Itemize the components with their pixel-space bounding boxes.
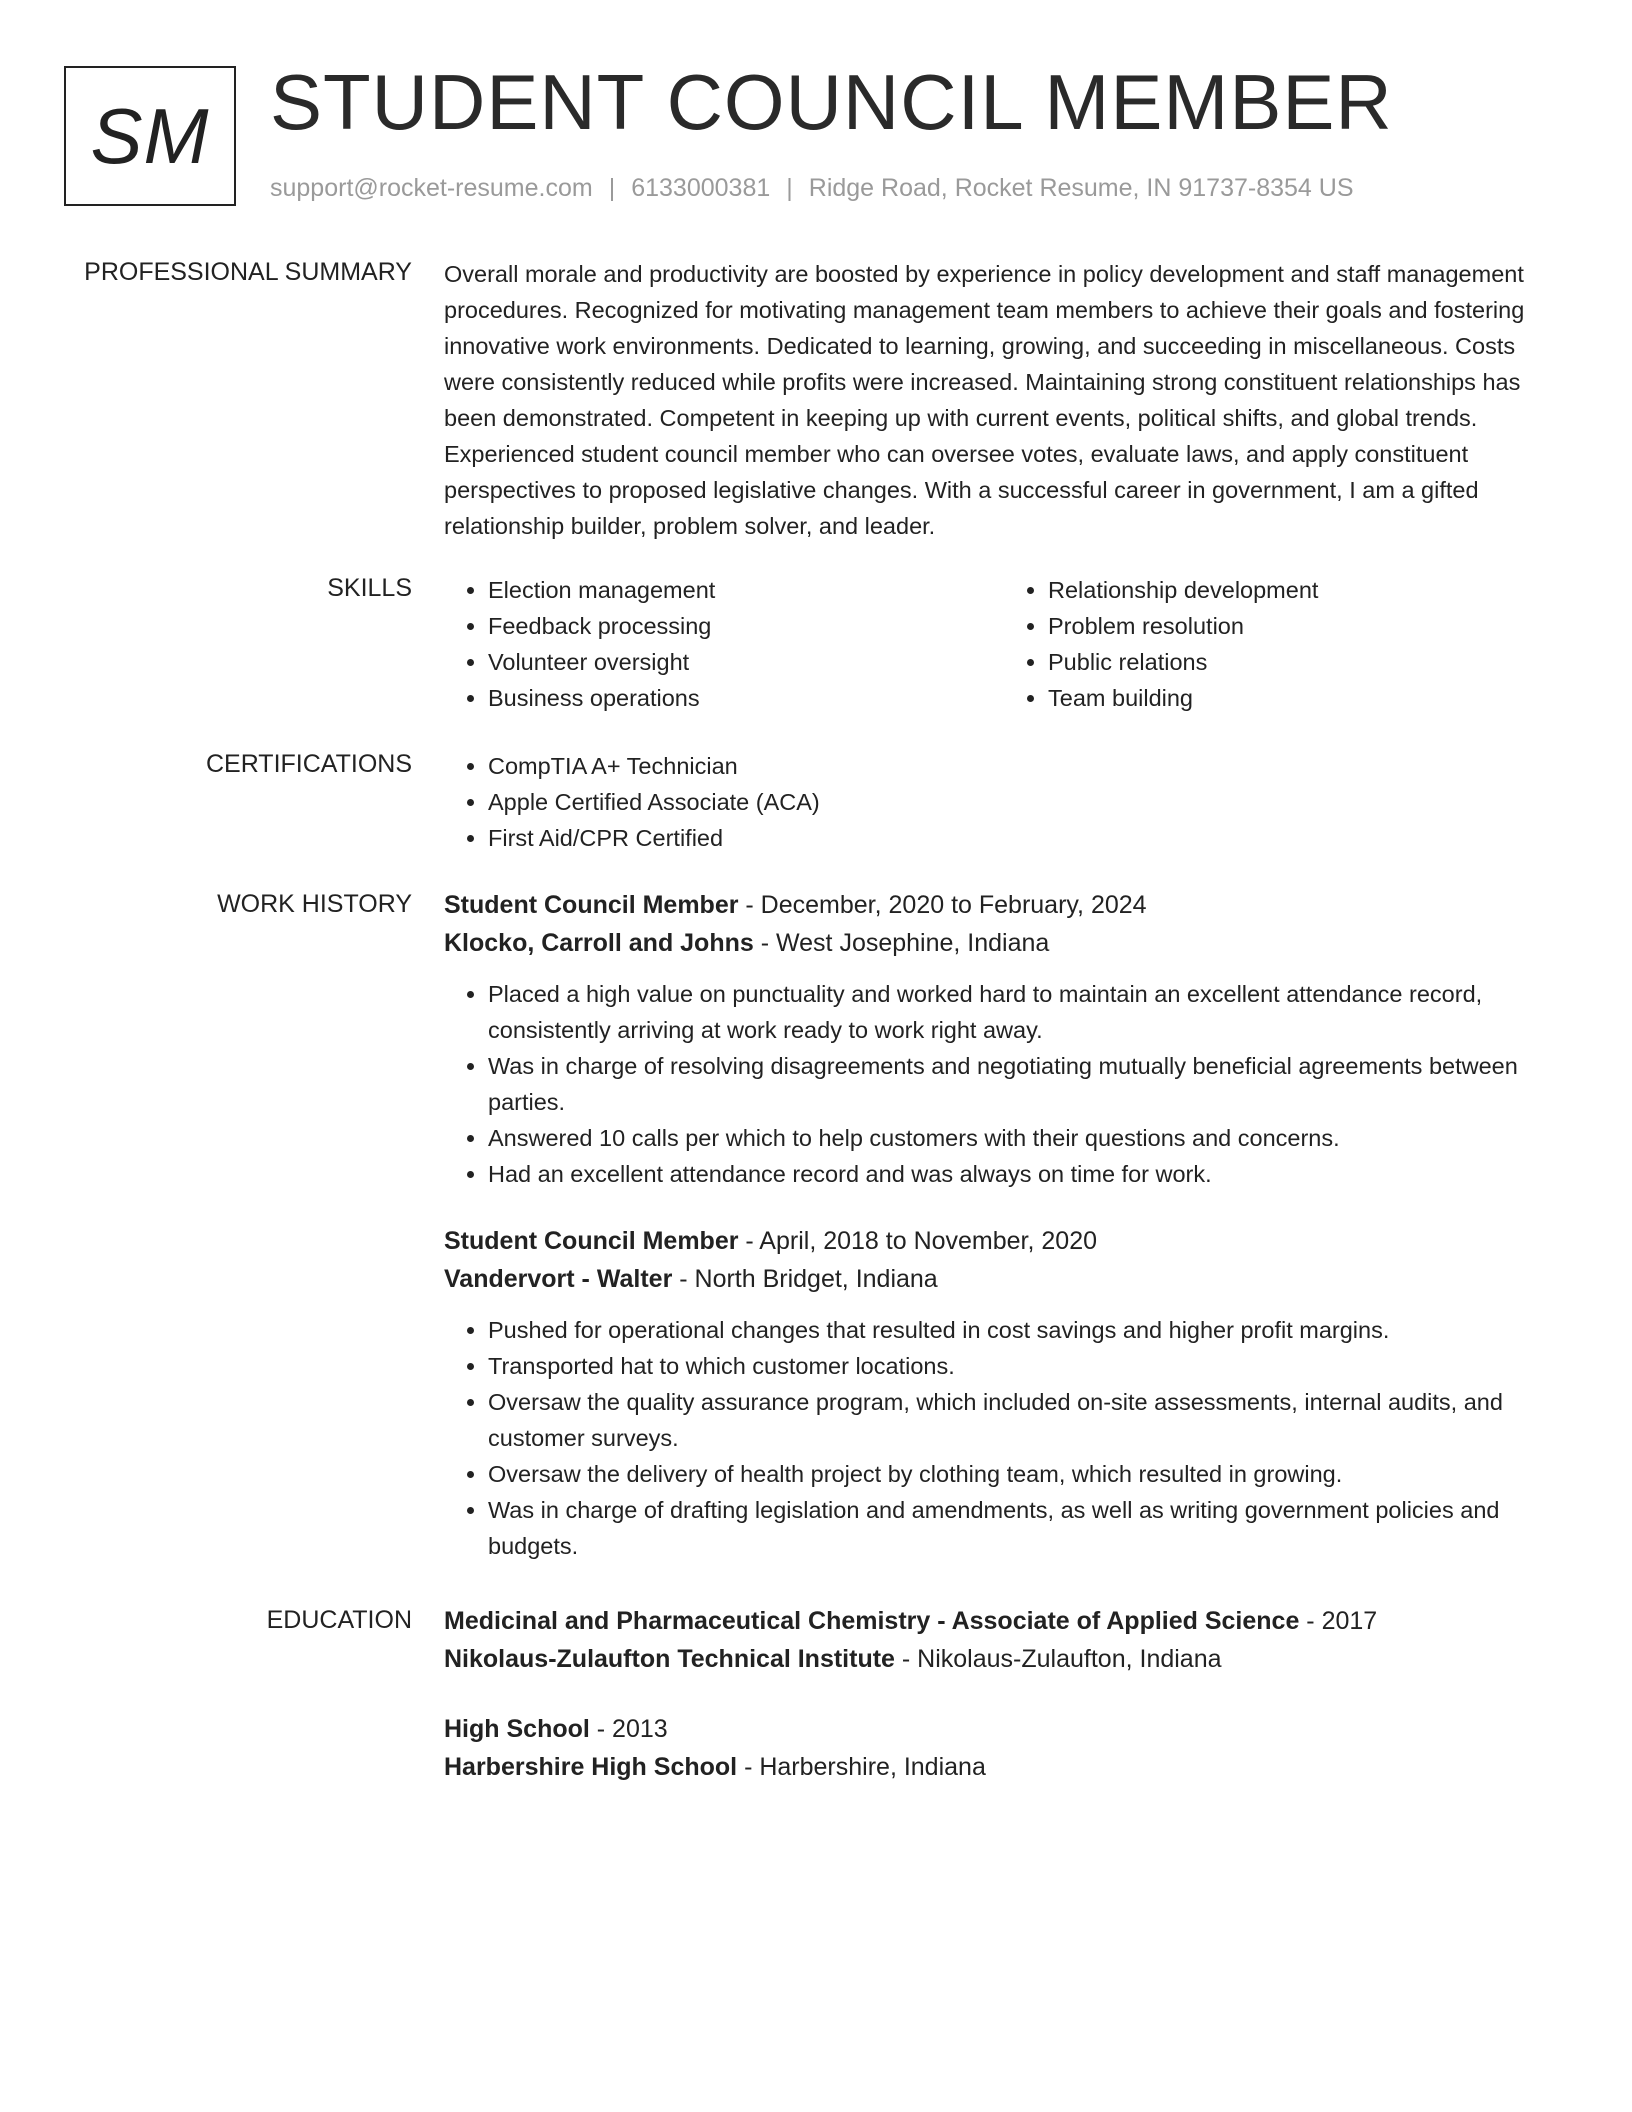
job-company: Klocko, Carroll and Johns	[444, 929, 754, 957]
education-entry	[444, 1602, 1564, 1678]
contact-email: support@rocket-resume.com	[270, 174, 593, 202]
job-bullet: • Transported hat to which customer locations.	[488, 1348, 1564, 1384]
job-bullet: • Was in charge of resolving disagreements and negotiating mutually beneficial agreements between parties.	[488, 1048, 1564, 1120]
education-degree: High School	[444, 1715, 590, 1743]
certifications-list	[444, 748, 1564, 856]
contact-separator: |	[608, 174, 616, 202]
job-title: Student Council Member	[444, 1227, 739, 1255]
skill-item: • Feedback processing	[488, 608, 1004, 644]
contact-address: Ridge Road, Rocket Resume, IN 91737-8354 US	[808, 174, 1354, 202]
job-bullets	[444, 976, 1564, 1192]
job-bullet: • Pushed for operational changes that resulted in cost savings and higher profit margins.	[488, 1312, 1564, 1348]
skill-item: • Business operations	[488, 680, 1004, 716]
job-dates: - April, 2018 to November, 2020	[738, 1227, 1098, 1255]
education-degree: Medicinal and Pharmaceutical Chemistry - Associate of Applied Science	[444, 1607, 1300, 1635]
job-bullet: • Had an excellent attendance record and was always on time for work.	[488, 1156, 1564, 1192]
section-label-skills: SKILLS	[327, 574, 412, 602]
skills-list-right	[1004, 572, 1564, 716]
contact-phone: 6133000381	[631, 174, 771, 202]
education-entry	[444, 1710, 1564, 1786]
initials-monogram: SM	[64, 66, 236, 206]
contact-line	[270, 174, 1354, 203]
job-bullet: • Was in charge of drafting legislation and amendments, as well as writing government policies and budgets.	[488, 1492, 1564, 1564]
skill-item: • Problem resolution	[1048, 608, 1564, 644]
skills-grid	[444, 572, 1564, 716]
education-school: Harbershire High School	[444, 1753, 738, 1781]
job-bullet: • Oversaw the delivery of health project by clothing team, which resulted in growing.	[488, 1456, 1564, 1492]
section-label-summary: PROFESSIONAL SUMMARY	[84, 258, 412, 286]
education-year: - 2017	[1299, 1607, 1378, 1635]
education-school: Nikolaus-Zulaufton Technical Institute	[444, 1645, 895, 1673]
job-location: - North Bridget, Indiana	[672, 1265, 938, 1293]
education-year: - 2013	[589, 1715, 668, 1743]
section-label-certifications: CERTIFICATIONS	[205, 750, 412, 778]
skill-item: • Relationship development	[1048, 572, 1564, 608]
job-bullets	[444, 1312, 1564, 1564]
education-location: - Harbershire, Indiana	[737, 1753, 986, 1781]
section-label-work-history: WORK HISTORY	[217, 890, 412, 918]
certification-item: • First Aid/CPR Certified	[488, 820, 1564, 856]
job-bullet: • Answered 10 calls per which to help customers with their questions and concerns.	[488, 1120, 1564, 1156]
section-label-education: EDUCATION	[266, 1606, 412, 1634]
job-company: Vandervort - Walter	[444, 1265, 673, 1293]
education-location: - Nikolaus-Zulaufton, Indiana	[894, 1645, 1222, 1673]
certification-item: • Apple Certified Associate (ACA)	[488, 784, 1564, 820]
skill-item: • Election management	[488, 572, 1004, 608]
contact-separator: |	[786, 174, 793, 202]
skill-item: • Team building	[1048, 680, 1564, 716]
skill-item: • Public relations	[1048, 644, 1564, 680]
job-entry	[444, 1222, 1564, 1564]
skill-item: • Volunteer oversight	[488, 644, 1004, 680]
job-entry	[444, 886, 1564, 1192]
job-bullet: • Placed a high value on punctuality and worked hard to maintain an excellent attendance record, consistently arriving at work ready to work right away.	[488, 976, 1564, 1048]
summary-text: Overall morale and productivity are boosted by experience in policy development and staff management procedures. Recognized for motivating management team members to achieve their goals and fostering innovative work environments. Dedicated to learning, growing, and succeeding in miscellaneous. Costs were consistently reduced while profits were increased. Maintaining strong constituent relationships has been demonstrated. Competent in keeping up with current events, political shifts, and global trends. Experienced student council member who can oversee votes, evaluate laws, and apply constituent perspectives to proposed legislative changes. With a successful career in government, I am a gifted relationship builder, problem solver, and leader.	[444, 261, 1525, 539]
job-dates: - December, 2020 to February, 2024	[738, 891, 1147, 919]
skills-list-left	[444, 572, 1004, 716]
resume-title: STUDENT COUNCIL MEMBER	[270, 58, 1393, 146]
job-location: - West Josephine, Indiana	[753, 929, 1050, 957]
certification-item: • CompTIA A+ Technician	[488, 748, 1564, 784]
job-title: Student Council Member	[444, 891, 739, 919]
job-bullet: • Oversaw the quality assurance program, which included on-site assessments, internal audits, and customer surveys.	[488, 1384, 1564, 1456]
